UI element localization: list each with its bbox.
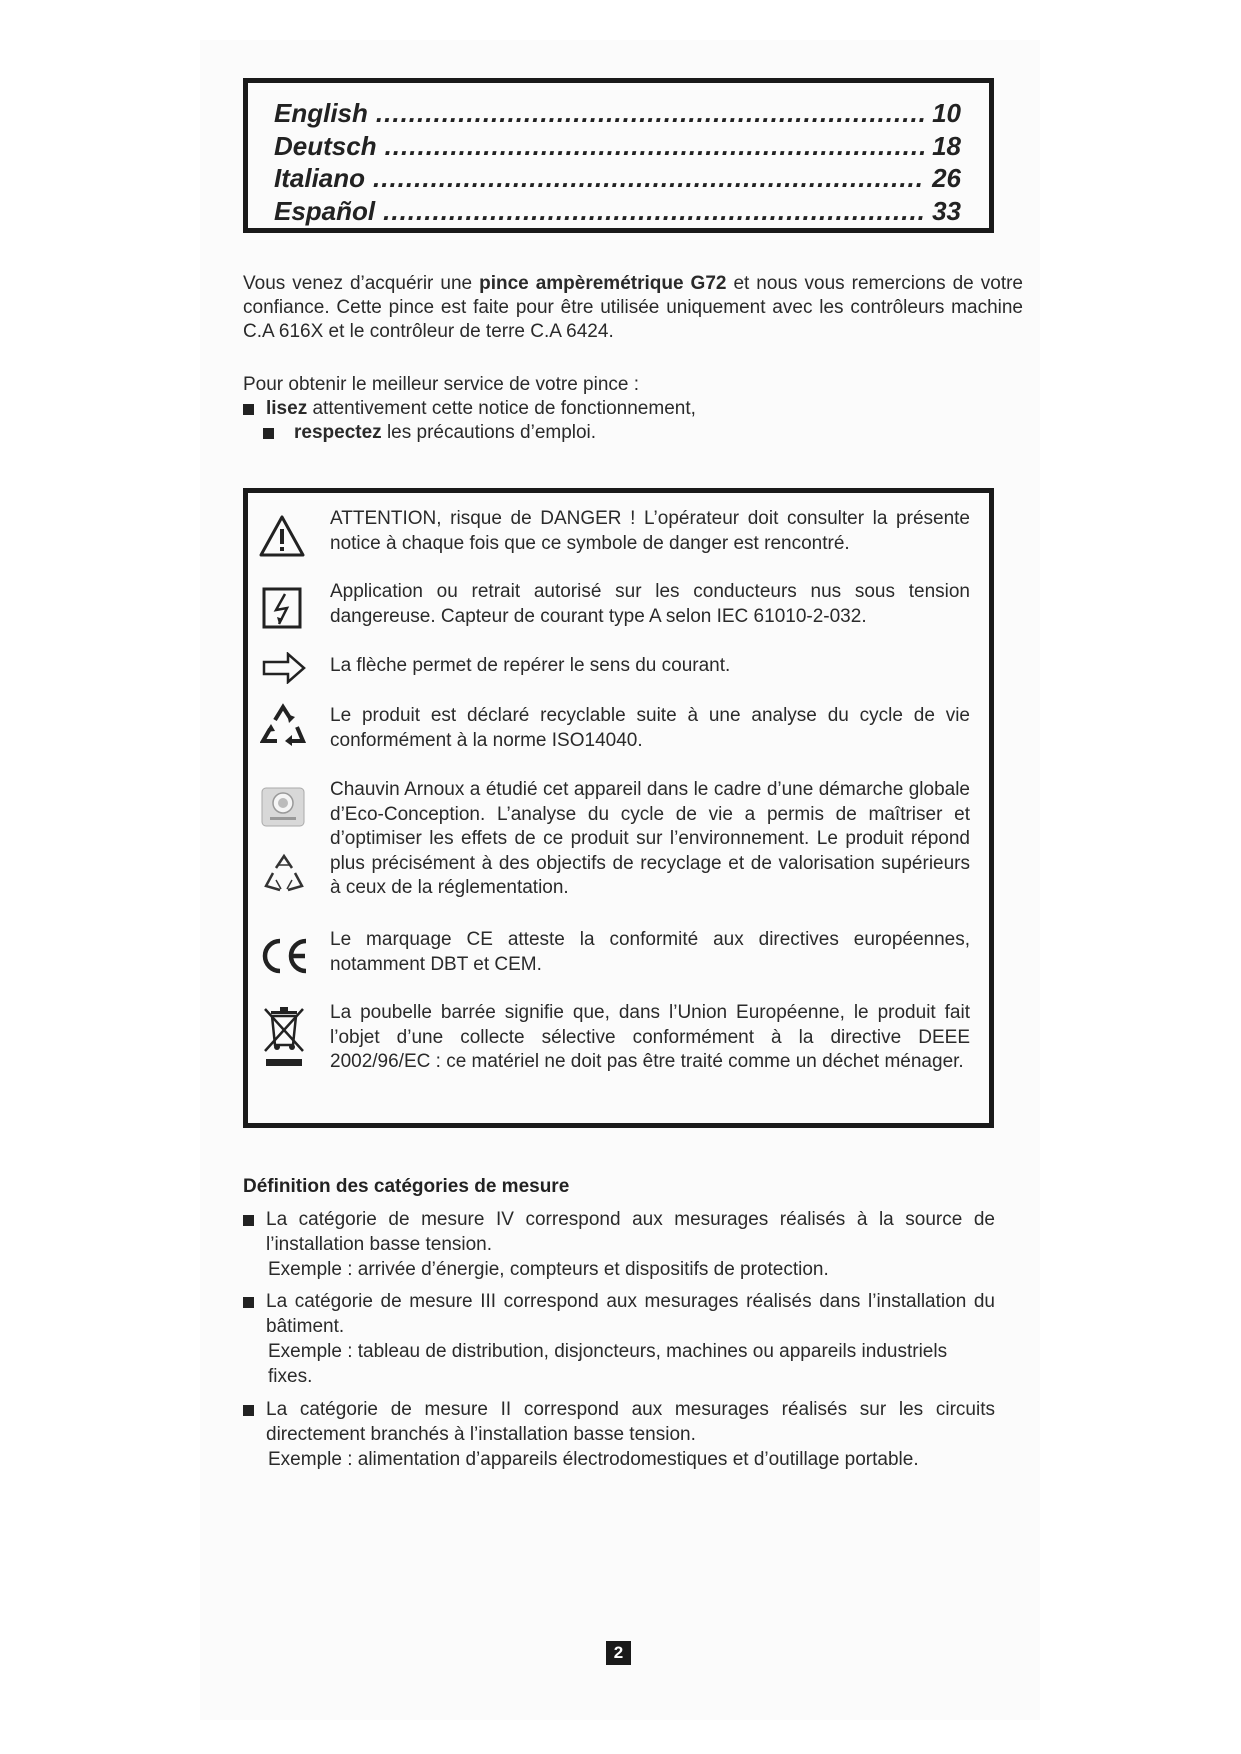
high-voltage-icon [262,587,302,629]
category-example: Exemple : tableau de distribution, disjoncteurs, machines ou appareils industriels fixes. [268,1341,948,1387]
category-item [243,1289,995,1389]
category-example: Exemple : arrivée d’énergie, compteurs et dispositifs de protection. [268,1259,829,1280]
bullet-square-icon [243,1215,254,1226]
categories-title: Définition des catégories de mesure [243,1176,570,1197]
page-number: 2 [606,1641,631,1665]
intro-text: Vous venez d’acquérir une [243,273,480,294]
toc-page: 33 [932,195,961,226]
toc-page: 10 [932,98,961,128]
toc-leader [385,130,925,163]
category-text: La catégorie de mesure III correspond aux mesurages réalisés dans l’installation du bâtiment. [266,1291,995,1337]
toc-language: Español [274,195,376,226]
recycling-symbol-icon [262,852,306,896]
toc-leader [373,162,924,195]
bullet-keyword: lisez [266,398,308,419]
category-item [243,1397,995,1472]
language-index [243,78,994,233]
toc-language: Deutsch [274,130,377,161]
bullet-keyword: respectez [294,422,382,443]
category-item [243,1207,995,1282]
intro-paragraph [243,272,1023,344]
eco-design-logo-icon [260,786,306,828]
bullet-square-icon [243,1405,254,1416]
category-text: La catégorie de mesure II correspond aux mesurages réalisés sur les circuits directement branchés à l’installation basse tension. [266,1399,995,1445]
crossed-out-bin-icon [262,1005,306,1067]
bullet-square-icon [263,428,274,439]
service-intro: Pour obtenir le meilleur service de votre pince : [243,374,640,395]
ce-mark-icon [258,935,312,977]
bullet-text: les précautions d’emploi. [381,422,597,443]
category-example: Exemple : alimentation d’appareils électrodomestiques et d’outillage portable. [268,1449,919,1470]
toc-entry[interactable] [274,97,961,130]
bullet-read [243,397,696,421]
toc-page: 26 [932,163,961,193]
application-text: Application ou retrait autorisé sur les conducteurs nus sous tension dangereuse. Capteur de courant type A selon IEC 61010-2-032. [330,581,970,627]
toc-language: English [274,98,368,128]
toc-entry[interactable] [274,162,961,195]
recycle-icon [260,703,306,747]
arrow-text: La flèche permet de repérer le sens du courant. [330,655,731,676]
intro-text: et nous vous remercions de votre confiance. Cette pince est faite pour être utilisée uniquement avec les contrôleurs machine C.A 616X et le contrôleur de terre C.A 6424. [243,273,1023,342]
toc-entry[interactable] [274,195,961,228]
toc-page: 18 [932,130,961,161]
bullet-square-icon [243,1297,254,1308]
attention-text: ATTENTION, risque de DANGER ! L’opérateur doit consulter la présente notice à chaque fois que ce symbole de danger est rencontré. [330,508,970,554]
bullet-text: attentivement cette notice de fonctionnement, [307,398,696,419]
toc-leader [383,195,924,228]
bullet-square-icon [243,404,254,415]
arrow-right-icon [262,652,306,684]
eco-design-text: Chauvin Arnoux a étudié cet appareil dans le cadre d’une démarche globale d’Eco-Conception. L’analyse du cycle de vie a permis de maîtriser et d’optimiser les effets de ce produit sur l’environnement. Le produit répond plus précisément à des objectifs de recyclage et de valorisation supérieurs à ceux de la réglementation. [330,779,970,898]
toc-language: Italiano [274,163,366,193]
recycle-text: Le produit est déclaré recyclable suite à une analyse du cycle de vie conformément à la norme ISO14040. [330,705,970,751]
ce-text: Le marquage CE atteste la conformité aux directives européennes, notamment DBT et CEM. [330,929,970,975]
category-text: La catégorie de mesure IV correspond aux mesurages réalisés à la source de l’installation basse tension. [266,1209,995,1255]
warning-triangle-icon [258,514,306,558]
bin-text: La poubelle barrée signifie que, dans l’Union Européenne, le produit fait l’objet d’une collecte sélective conformément à la directive DEEE 2002/96/EC : ce matériel ne doit pas être traité comme un déchet ménager. [330,1002,970,1072]
product-name: pince ampèremétrique G72 [479,273,727,294]
bullet-respect [263,421,596,445]
toc-leader [376,97,924,130]
toc-entry[interactable] [274,130,961,163]
